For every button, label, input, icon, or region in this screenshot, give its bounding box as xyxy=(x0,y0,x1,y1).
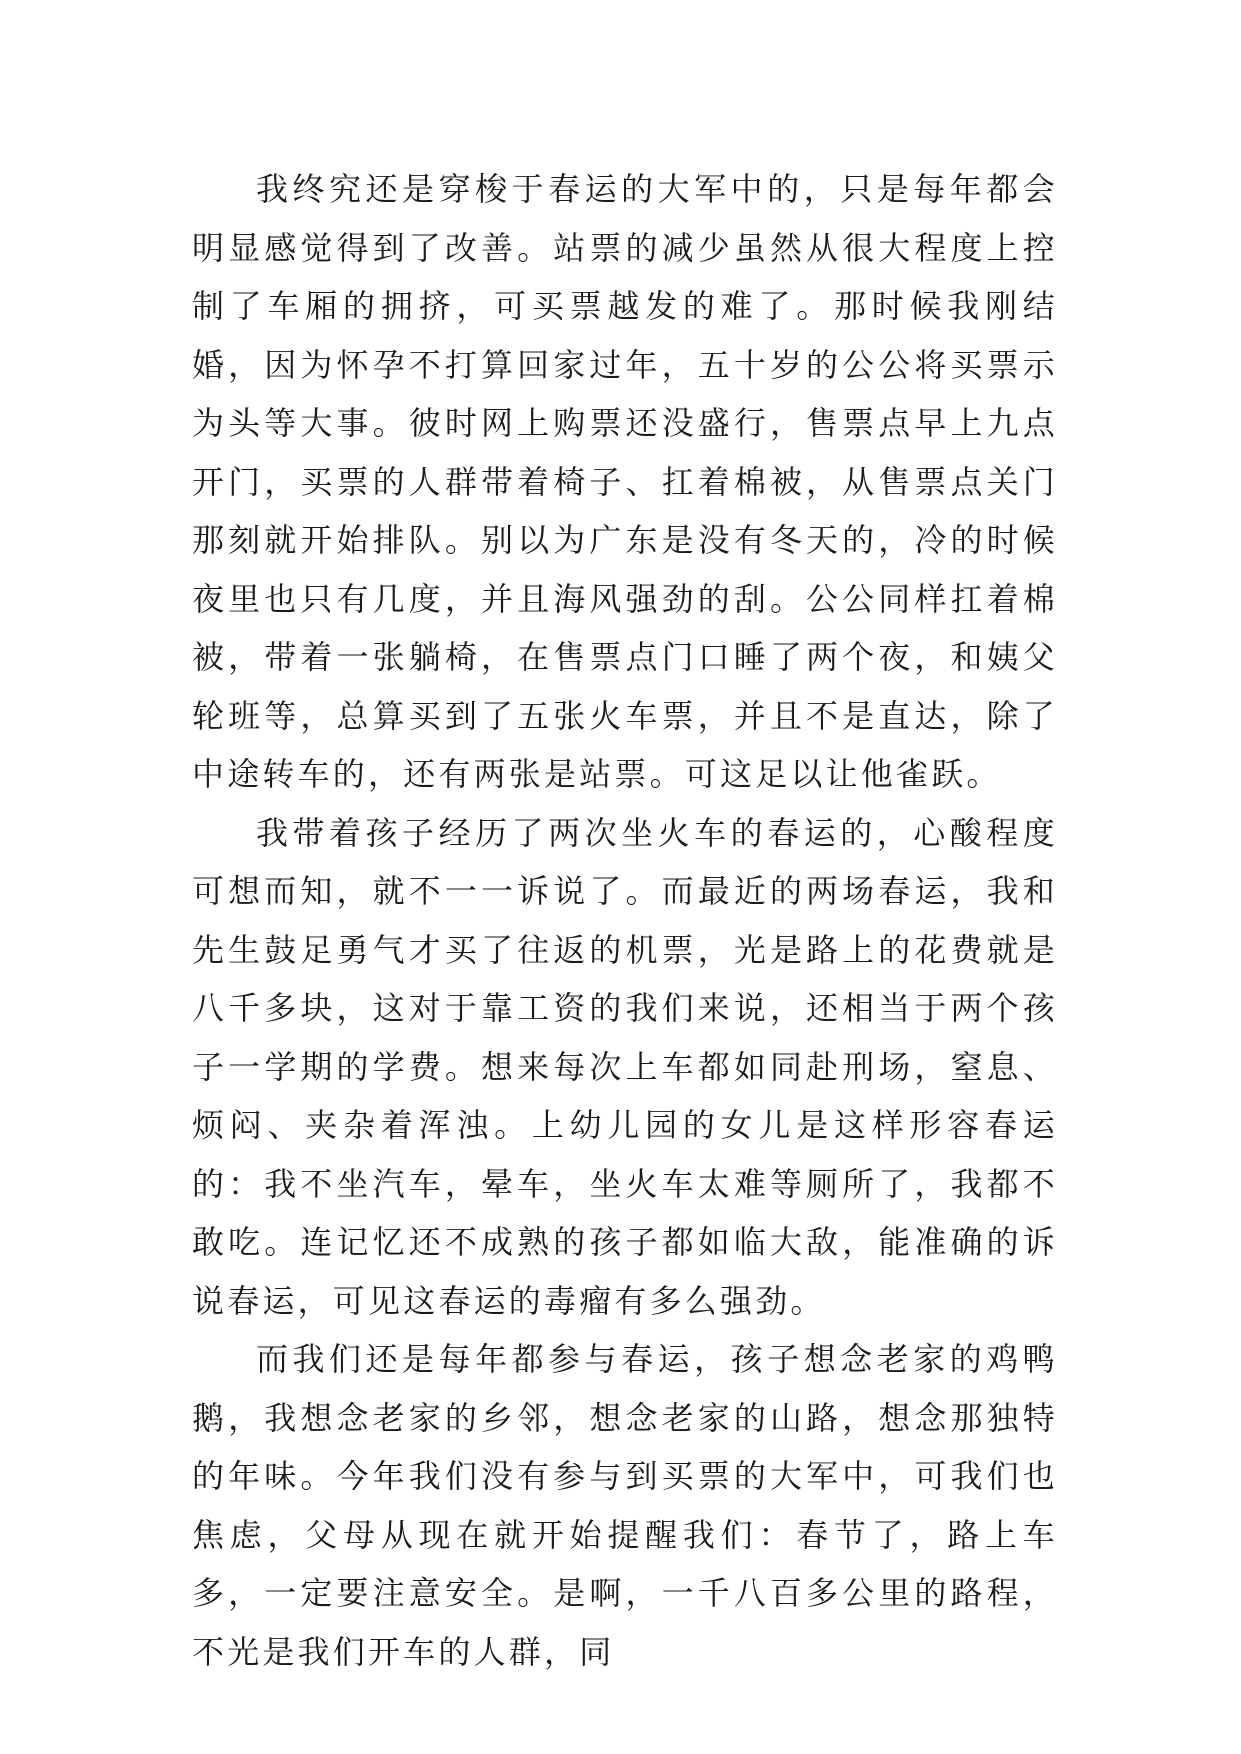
paragraph-1: 我终究还是穿梭于春运的大军中的，只是每年都会明显感觉得到了改善。站票的减少虽然从很大程度上控制了车厢的拥挤，可买票越发的难了。那时候我刚结婚，因为怀孕不打算回家过年，五十岁的公公将买票示为头等大事。彼时网上购票还没盛行，售票点早上九点开门，买票的人群带着椅子、扛着棉被，从售票点关门那刻就开始排队。别以为广东是没有冬天的，冷的时候夜里也只有几度，并且海风强劲的刮。公公同样扛着棉被，带着一张躺椅，在售票点门口睡了两个夜，和姨父轮班等，总算买到了五张火车票，并且不是直达，除了中途转车的，还有两张是站票。可这足以让他雀跃。 xyxy=(192,170,1058,793)
paragraph-2: 我带着孩子经历了两次坐火车的春运的，心酸程度可想而知，就不一一诉说了。而最近的两场春运，我和先生鼓足勇气才买了往返的机票，光是路上的花费就是八千多块，这对于靠工资的我们来说，还相当于两个孩子一学期的学费。想来每次上车都如同赴刑场，窒息、烦闷、夹杂着浑浊。上幼儿园的女儿是这样形容春运的：我不坐汽车，晕车，坐火车太难等厕所了，我都不敢吃。连记忆还不成熟的孩子都如临大敌，能准确的诉说春运，可见这春运的毒瘤有多么强劲。 xyxy=(192,813,1058,1320)
paragraph-3: 而我们还是每年都参与春运，孩子想念老家的鸡鸭鹅，我想念老家的乡邻，想念老家的山路，想念那独特的年味。今年我们没有参与到买票的大军中，可我们也焦虑，父母从现在就开始提醒我们：春节了，路上车多，一定要注意安全。是啊，一千八百多公里的路程，不光是我们开车的人群，同 xyxy=(192,1340,1058,1671)
body-text xyxy=(192,160,1058,1681)
